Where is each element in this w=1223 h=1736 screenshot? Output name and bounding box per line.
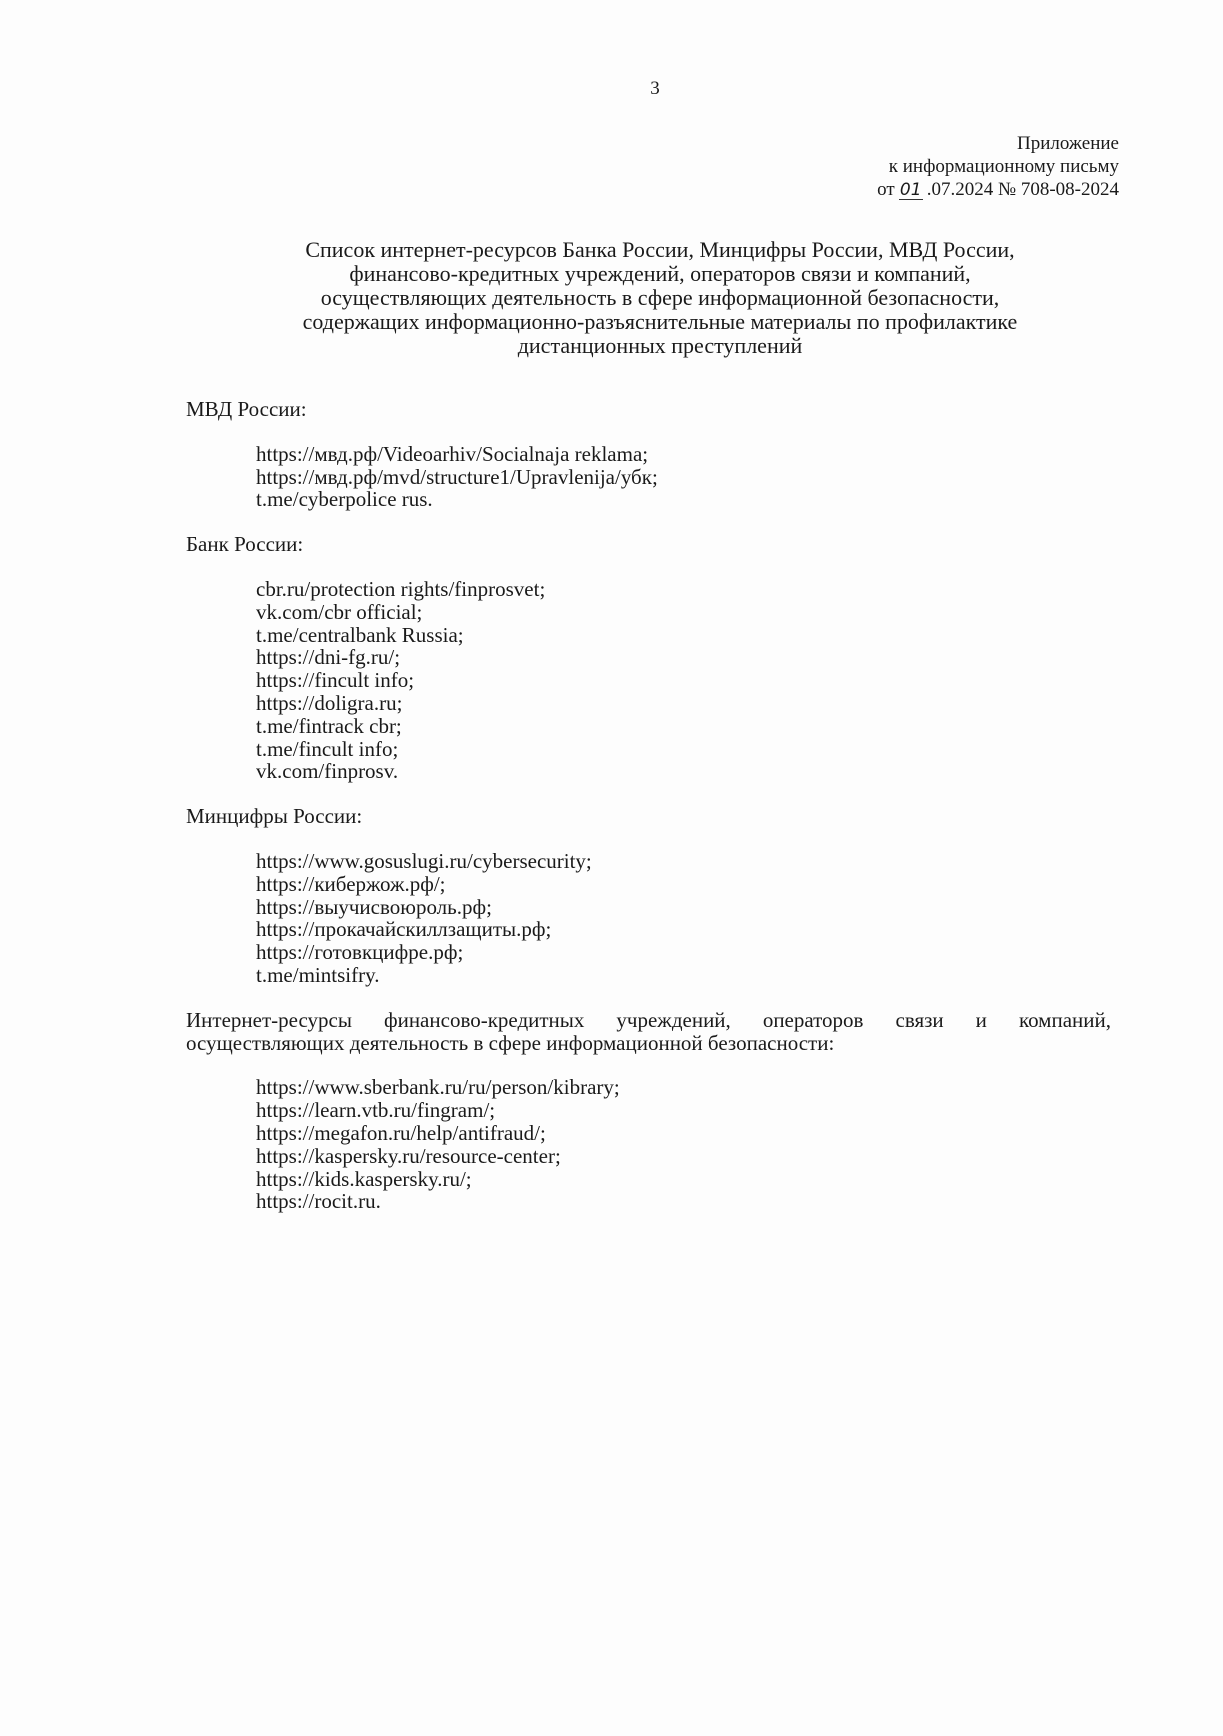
resource-link: https://кибержож.рф/;	[256, 871, 446, 896]
link-list	[186, 850, 1111, 987]
title-line: Список интернет-ресурсов Банка России, Минцифры России, МВД России,	[305, 237, 1015, 262]
resource-link: t.me/cyberpolice rus.	[256, 487, 433, 512]
appendix-block	[877, 132, 1119, 201]
resource-link: https://прокачайскиллзащиты.рф;	[256, 917, 552, 942]
resource-link: t.me/fincult info;	[256, 736, 399, 761]
date-rest: .07.2024 № 708-08-2024	[926, 179, 1119, 200]
page-number: 3	[650, 78, 660, 99]
appendix-subtitle: к информационному письму	[888, 156, 1119, 177]
resource-list	[186, 398, 1111, 1235]
section-heading: Банк России:	[186, 532, 304, 557]
section-heading: МВД России:	[186, 397, 307, 421]
resource-link: https://мвд.рф/Videoarhiv/Socialnaja reklama;	[256, 441, 649, 466]
section-heading: Интернет-ресурсы финансово-кредитных учреждений, операторов связи и компаний, осуществляющих деятельность в сфере информационной безопасности:	[186, 1007, 1111, 1055]
resource-link: t.me/fintrack cbr;	[256, 713, 402, 738]
resource-link: vk.com/finprosv.	[256, 759, 399, 784]
section-bank-of-russia	[186, 533, 1111, 783]
handwritten-day: 01	[899, 180, 922, 200]
resource-link: https://www.gosuslugi.ru/cybersecurity;	[256, 848, 592, 873]
resource-link: https://megafon.ru/help/antifraud/;	[256, 1120, 546, 1145]
resource-link: https://rocit.ru.	[256, 1189, 381, 1214]
appendix-date-line	[877, 178, 1119, 201]
resource-link: vk.com/cbr official;	[256, 599, 423, 624]
title-line: дистанционных преступлений	[517, 333, 803, 358]
resource-link: https://fincult info;	[256, 668, 415, 693]
section-mvd	[186, 398, 1111, 511]
resource-link: https://kaspersky.ru/resource-center;	[256, 1143, 561, 1168]
section-heading: Минцифры России:	[186, 804, 363, 829]
title-line: осуществляющих деятельность в сфере информационной безопасности,	[320, 285, 1000, 310]
resource-link: t.me/mintsifry.	[256, 962, 380, 987]
title-line: содержащих информационно-разъяснительные материалы по профилактике	[302, 309, 1018, 334]
link-list	[186, 578, 1111, 783]
section-mintsifry	[186, 805, 1111, 987]
resource-link: https://выучисвоюроль.рф;	[256, 894, 492, 919]
section-financial-institutions	[186, 1009, 1111, 1213]
resource-link: https://готовкцифре.рф;	[256, 940, 464, 965]
resource-link: https://kids.kaspersky.ru/;	[256, 1166, 472, 1191]
resource-link: cbr.ru/protection rights/finprosvet;	[256, 576, 546, 601]
resource-link: t.me/centralbank Russia;	[256, 622, 464, 647]
title-line: финансово-кредитных учреждений, операторов связи и компаний,	[349, 261, 971, 286]
resource-link: https://dni-fg.ru/;	[256, 645, 401, 670]
link-list	[186, 443, 1111, 511]
appendix-title: Приложение	[1017, 133, 1119, 154]
link-list	[186, 1076, 1111, 1213]
resource-link: https://мвд.рф/mvd/structure1/Upravlenija/убк;	[256, 464, 658, 489]
document-title	[190, 238, 1130, 358]
resource-link: https://www.sberbank.ru/ru/person/kibrary;	[256, 1075, 620, 1100]
resource-link: https://learn.vtb.ru/fingram/;	[256, 1098, 496, 1123]
resource-link: https://doligra.ru;	[256, 690, 403, 715]
date-prefix: от	[877, 179, 895, 200]
